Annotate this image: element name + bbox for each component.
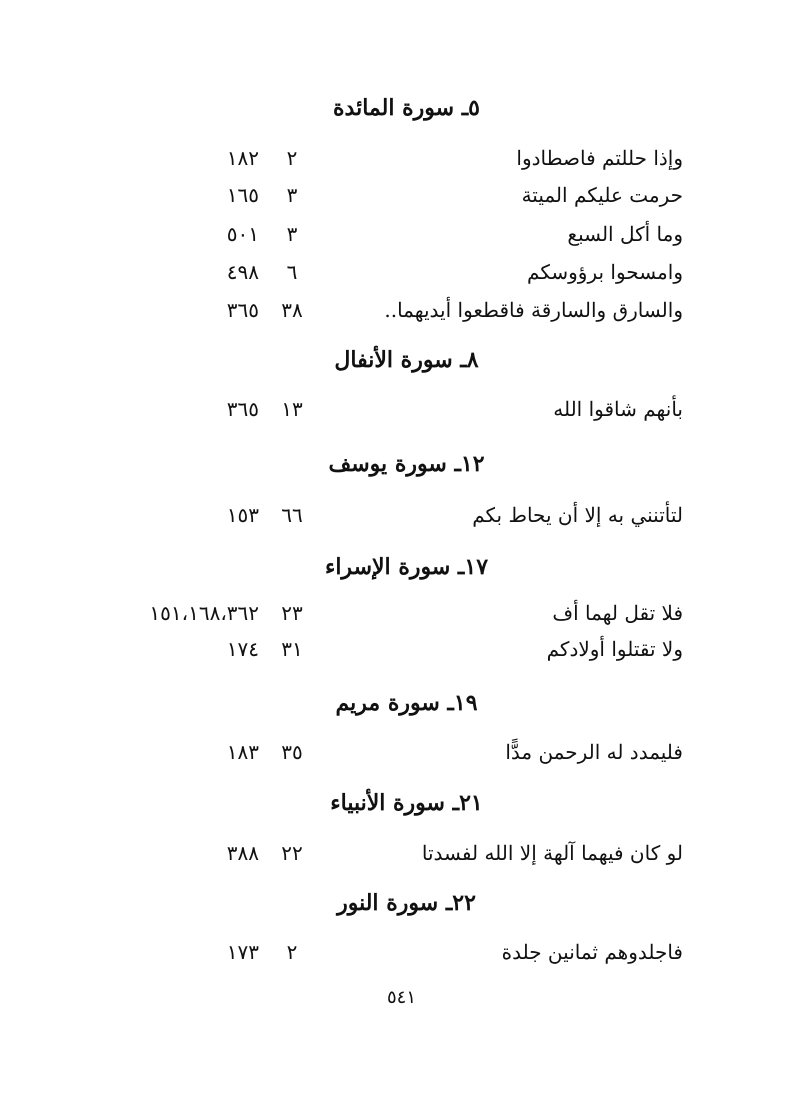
surah-title: سورة الإسراء <box>324 554 451 580</box>
surah-title: سورة النور <box>337 890 439 916</box>
page-references: ٤٩٨ <box>226 260 259 284</box>
page-references: ٣٦٥ <box>226 397 259 421</box>
index-entry <box>0 597 803 629</box>
page-references: ٣٨٨ <box>226 841 259 865</box>
index-entry <box>0 218 803 250</box>
verse-text: فاجلدوهم ثمانين جلدة <box>501 940 683 964</box>
verse-text: وإذا حللتم فاصطادوا <box>516 146 683 170</box>
page-references: ١٧٤ <box>226 637 259 661</box>
verse-text: والسارق والسارقة فاقطعوا أيديهما.. <box>384 298 683 322</box>
ayah-number: ٢ <box>286 940 298 964</box>
surah-heading: ٥ـ سورة المائدة <box>333 95 480 121</box>
index-entry <box>0 393 803 425</box>
surah-number: ٥ <box>468 95 480 121</box>
ayah-number: ٦ <box>286 260 298 284</box>
surah-heading: ٨ـ سورة الأنفال <box>334 347 479 373</box>
ayah-number: ٣ <box>286 183 298 207</box>
surah-number: ٨ <box>466 347 479 373</box>
ayah-number: ٢٣ <box>281 601 303 625</box>
surah-title: سورة المائدة <box>333 95 455 121</box>
surah-title: سورة مريم <box>335 690 440 716</box>
page-number: ٥٤١ <box>386 987 416 1008</box>
verse-text: لو كان فيهما آلهة إلا الله لفسدتا <box>421 841 683 865</box>
ayah-number: ٣٥ <box>281 740 303 764</box>
page-references: ٣٦٥ <box>226 298 259 322</box>
verse-text: وما أكل السبع <box>567 222 683 246</box>
page-references: ١٨٣ <box>226 740 259 764</box>
index-entry <box>0 256 803 288</box>
surah-number: ١٩ <box>453 690 478 716</box>
index-entry <box>0 294 803 326</box>
surah-heading: ١٩ـ سورة مريم <box>335 690 478 716</box>
verse-text: فليمدد له الرحمن مدًّا <box>505 740 683 764</box>
ayah-number: ١٣ <box>281 397 303 421</box>
ayah-number: ٣ <box>286 222 298 246</box>
surah-heading: ٢٢ـ سورة النور <box>337 890 476 916</box>
surah-number: ٢١ <box>459 790 483 816</box>
verse-text: حرمت عليكم الميتة <box>521 183 683 207</box>
surah-heading: ١٢ـ سورة يوسف <box>328 451 485 477</box>
surah-heading: ١٧ـ سورة الإسراء <box>324 554 489 580</box>
ayah-number: ٣١ <box>281 637 303 661</box>
page-references: ١٨٢ <box>226 146 259 170</box>
index-entry <box>0 736 803 768</box>
surah-title: سورة الأنفال <box>334 347 453 373</box>
surah-title: سورة يوسف <box>328 451 447 477</box>
verse-text: وامسحوا برؤوسكم <box>527 260 683 284</box>
verse-text: ولا تقتلوا أولادكم <box>546 637 683 661</box>
ayah-number: ٦٦ <box>281 503 303 527</box>
page-references: ١٥١،١٦٨،٣٦٢ <box>149 601 259 625</box>
surah-number: ١٧ <box>464 554 489 580</box>
verse-text: فلا تقل لهما أف <box>552 601 683 625</box>
index-entry <box>0 179 803 211</box>
index-entry <box>0 837 803 869</box>
ayah-number: ٢٢ <box>281 841 303 865</box>
ayah-number: ٢ <box>286 146 298 170</box>
page-references: ١٧٣ <box>226 940 259 964</box>
page-references: ١٥٣ <box>226 503 259 527</box>
page-references: ١٦٥ <box>226 183 259 207</box>
page-references: ٥٠١ <box>226 222 259 246</box>
surah-number: ١٢ <box>460 451 485 477</box>
ayah-number: ٣٨ <box>281 298 303 322</box>
index-entry <box>0 142 803 174</box>
index-entry <box>0 936 803 968</box>
surah-title: سورة الأنبياء <box>330 790 445 816</box>
index-entry <box>0 633 803 665</box>
verse-text: بأنهم شاقوا الله <box>553 397 683 421</box>
index-entry <box>0 499 803 531</box>
verse-text: لتأتنني به إلا أن يحاط بكم <box>472 503 683 527</box>
surah-heading: ٢١ـ سورة الأنبياء <box>330 790 483 816</box>
surah-number: ٢٢ <box>452 890 476 916</box>
